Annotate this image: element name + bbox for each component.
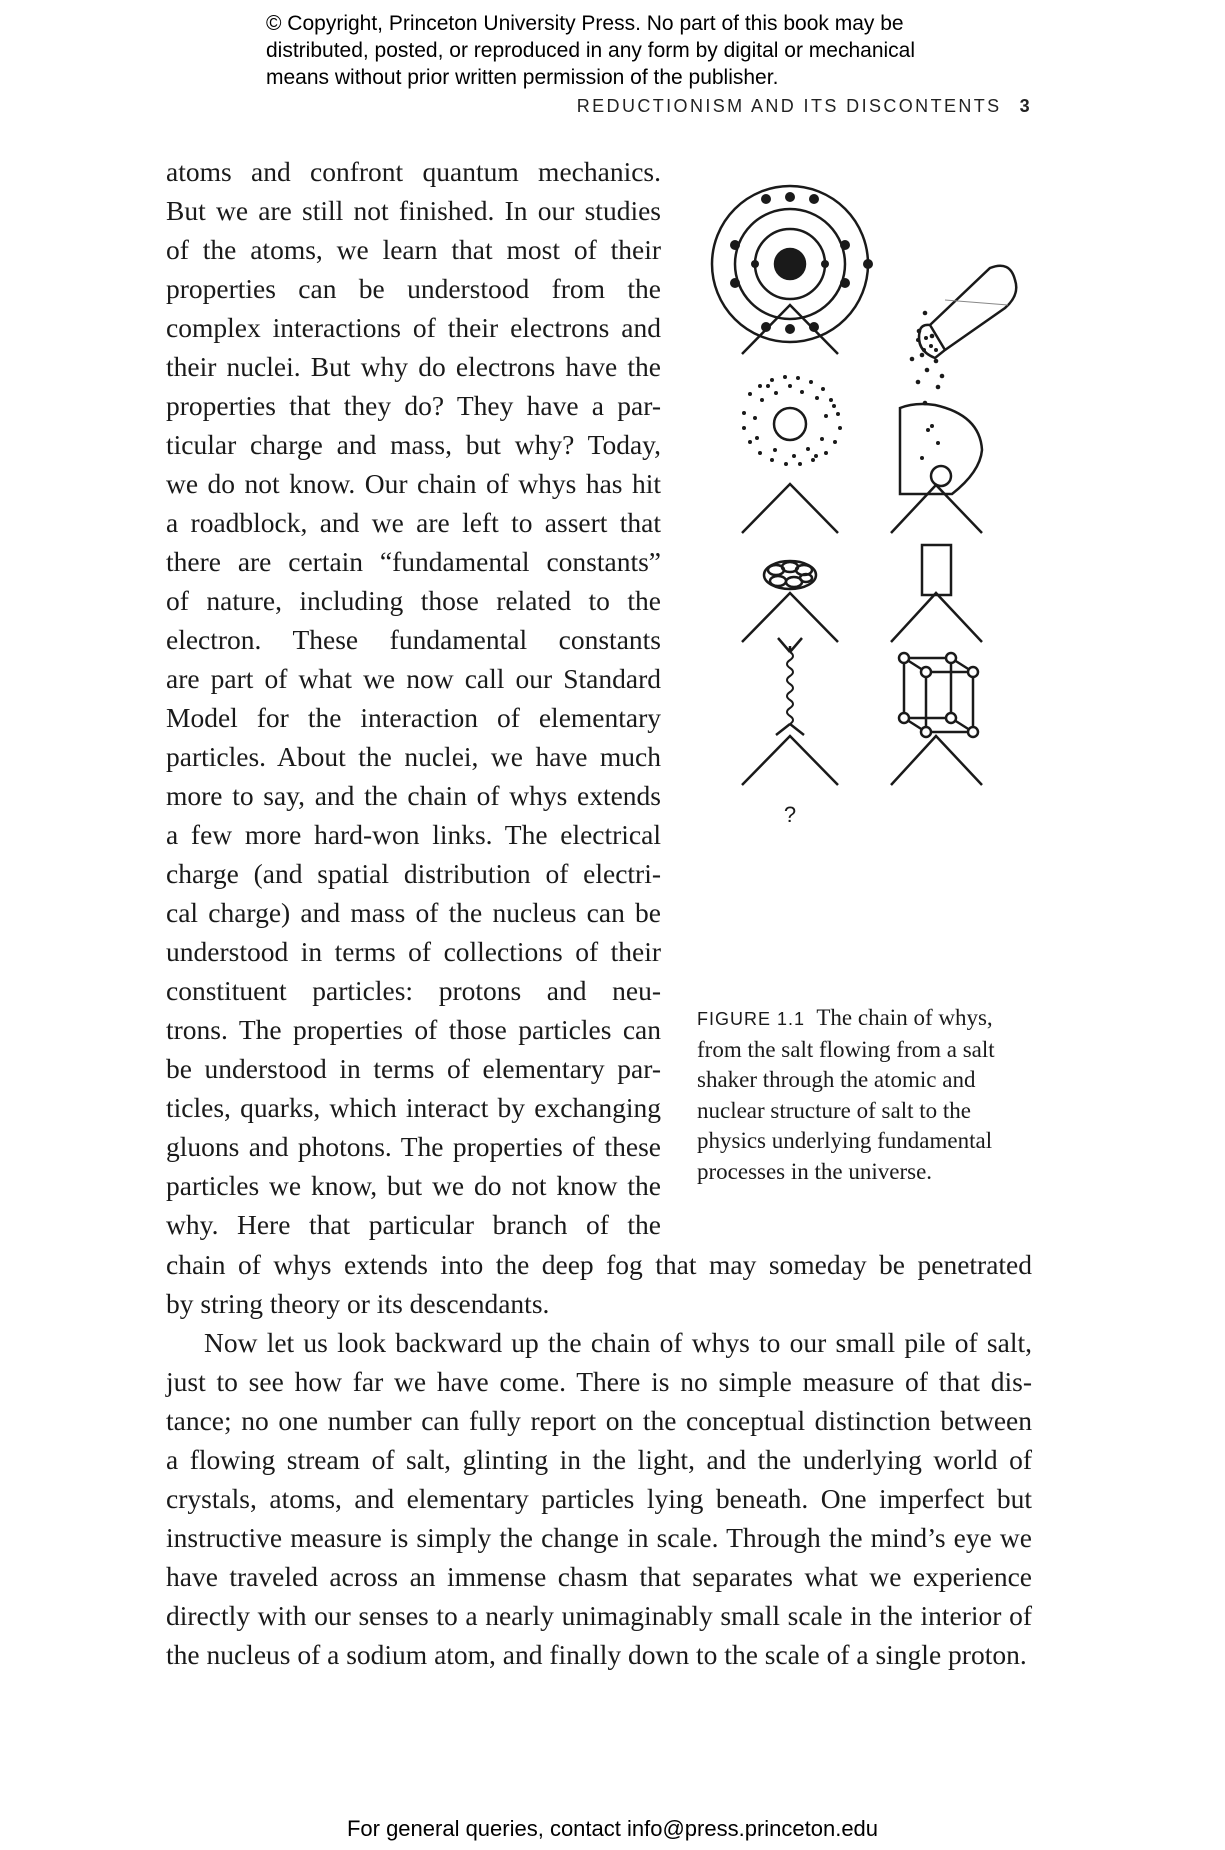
text-line: their nuclei. But why do electrons have the xyxy=(166,351,661,382)
chevron-up-icon xyxy=(742,484,838,533)
feynman-diagram-icon xyxy=(776,638,804,735)
text-line: charge (and spatial distribution of electri- xyxy=(166,858,661,889)
text-line: by string theory or its descendants. xyxy=(166,1288,550,1319)
figure-caption-text: The chain of whys, from the salt flowing from a salt shaker through the atomic and nuclear structure of salt to the physics underlying fundamental processes in the universe. xyxy=(697,1005,995,1184)
text-line: tance; no one number can fully report on the conceptual distinction between xyxy=(166,1405,1032,1436)
text-line: of nature, including those related to the xyxy=(166,585,661,616)
text-line: a few more hard-won links. The electrical xyxy=(166,819,661,850)
text-line: particles we know, but we do not know the xyxy=(166,1170,661,1201)
text-line: Model for the interaction of elementary xyxy=(166,702,661,733)
text-line: atoms and confront quantum mechanics. xyxy=(166,156,661,187)
text-line: directly with our senses to a nearly unimaginably small scale in the interior of xyxy=(166,1600,1032,1631)
text-line: ticular charge and mass, but why? Today, xyxy=(166,429,661,460)
running-head xyxy=(577,96,1032,117)
footer-contact: For general queries, contact info@press.princeton.edu xyxy=(346,1816,879,1841)
salt-pile-icon xyxy=(900,404,982,494)
text-line: more to say, and the chain of whys extends xyxy=(166,780,661,811)
chevron-up-icon xyxy=(891,485,982,533)
salt-shaker-icon xyxy=(916,266,1016,358)
text-line: understood in terms of collections of their xyxy=(166,936,661,967)
salt-grain-icon xyxy=(922,545,951,595)
text-line: crystals, atoms, and elementary particles lying beneath. One imperfect but xyxy=(166,1483,1032,1514)
text-line: why. Here that particular branch of the xyxy=(166,1209,661,1240)
crystal-lattice-icon xyxy=(899,653,978,737)
text-line: Now let us look backward up the chain of whys to our small pile of salt, xyxy=(204,1327,1032,1358)
running-head-title: REDUCTIONISM AND ITS DISCONTENTS xyxy=(576,96,1002,116)
figure-label: FIGURE 1.1 xyxy=(697,1009,806,1029)
figure-caption xyxy=(697,1003,1037,1187)
body-column-text xyxy=(166,152,661,1244)
question-mark: ? xyxy=(783,802,797,827)
text-line: properties can be understood from the xyxy=(166,273,661,304)
copyright-line: means without prior written permission of the publisher. xyxy=(266,66,779,89)
chevron-up-icon xyxy=(891,593,982,642)
text-line: be understood in terms of elementary par- xyxy=(166,1053,661,1084)
text-line: ticles, quarks, which interact by exchanging xyxy=(166,1092,661,1123)
nucleus-cloud-icon xyxy=(742,375,842,466)
text-line: But we are still not finished. In our studies xyxy=(166,195,661,226)
text-line: a roadblock, and we are left to assert that xyxy=(166,507,661,538)
text-line: are part of what we now call our Standard xyxy=(166,663,661,694)
text-line: properties that they do? They have a par- xyxy=(166,390,661,421)
text-line: trons. The properties of those particles can xyxy=(166,1014,661,1045)
text-line: complex interactions of their electrons and xyxy=(166,312,661,343)
text-line: chain of whys extends into the deep fog that may someday be penetrated xyxy=(166,1249,1032,1280)
body-full-text xyxy=(166,1245,1032,1674)
chevron-up-icon xyxy=(891,736,982,785)
text-line: electron. These fundamental constants xyxy=(166,624,661,655)
atom-icon xyxy=(712,186,873,342)
text-line: a flowing stream of salt, glinting in the light, and the underlying world of xyxy=(166,1444,1032,1475)
text-line: of the atoms, we learn that most of their xyxy=(166,234,661,265)
copyright-line: distributed, posted, or reproduced in any form by digital or mechanical xyxy=(266,39,916,62)
text-line: constituent particles: protons and neu- xyxy=(166,975,661,1006)
chevron-up-icon xyxy=(742,593,838,642)
text-line: just to see how far we have come. There is no simple measure of that dis- xyxy=(166,1366,1032,1397)
text-line: we do not know. Our chain of whys has hit xyxy=(166,468,661,499)
text-line: instructive measure is simply the change in scale. Through the mind’s eye we xyxy=(166,1522,1032,1553)
copyright-line: © Copyright, Princeton University Press. No part of this book may be xyxy=(266,12,904,35)
text-line: cal charge) and mass of the nucleus can be xyxy=(166,897,661,928)
copyright-notice xyxy=(266,10,1026,91)
text-line: particles. About the nuclei, we have much xyxy=(166,741,661,772)
text-line: gluons and photons. The properties of these xyxy=(166,1131,661,1162)
text-line: there are certain “fundamental constants” xyxy=(166,546,661,577)
text-line: the nucleus of a sodium atom, and finally down to the scale of a single proton. xyxy=(166,1639,1027,1670)
page-number: 3 xyxy=(1019,96,1032,116)
chain-of-whys-figure xyxy=(690,160,1050,990)
nucleus-cluster-icon xyxy=(764,561,816,589)
chevron-up-icon xyxy=(742,736,838,785)
text-line: have traveled across an immense chasm that separates what we experience xyxy=(166,1561,1032,1592)
